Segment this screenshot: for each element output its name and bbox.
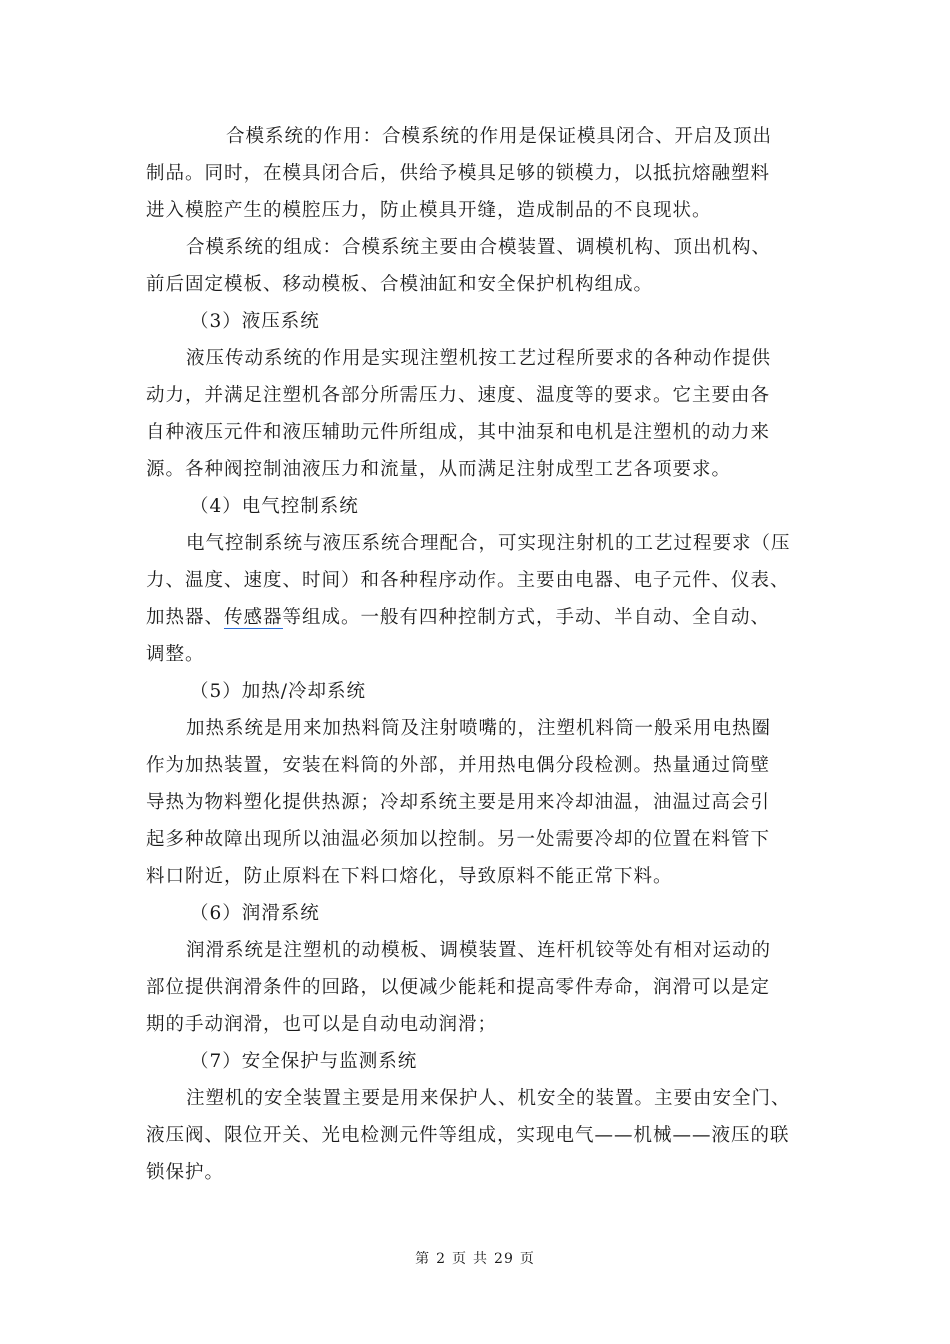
footer-text: 页 xyxy=(519,1251,535,1267)
paragraph-line: 注塑机的安全装置主要是用来保护人、机安全的装置。主要由安全门、 xyxy=(186,1088,791,1109)
section-heading: （6）润滑系统 xyxy=(190,903,320,924)
sensor-link[interactable]: 传感器 xyxy=(224,607,283,628)
paragraph-line: 作为加热装置，安装在料筒的外部，并用热电偶分段检测。热量通过筒壁 xyxy=(146,755,771,776)
footer-text: 第 xyxy=(415,1251,431,1267)
paragraph-line: 调整。 xyxy=(146,644,205,665)
paragraph-line: 起多种故障出现所以油温必须加以控制。另一处需要冷却的位置在料管下 xyxy=(146,829,771,850)
paragraph-line: 锁保护。 xyxy=(146,1162,225,1183)
section-heading: （4）电气控制系统 xyxy=(190,496,359,517)
paragraph-line: 制品。同时，在模具闭合后，供给予模具足够的锁模力，以抵抗熔融塑料 xyxy=(146,163,771,184)
section-heading: （3）液压系统 xyxy=(190,311,320,332)
paragraph-line: 料口附近，防止原料在下料口熔化，导致原料不能正常下料。 xyxy=(146,866,673,887)
paragraph-line: 前后固定模板、移动模板、合模油缸和安全保护机构组成。 xyxy=(146,274,654,295)
section-heading: （5）加热/冷却系统 xyxy=(190,681,367,702)
paragraph-line: 合模系统的作用：合模系统的作用是保证模具闭合、开启及顶出 xyxy=(226,126,773,147)
current-page-number: 2 xyxy=(436,1251,447,1267)
footer-text: 共 xyxy=(473,1251,489,1267)
paragraph-line: 源。各种阀控制油液压力和流量，从而满足注射成型工艺各项要求。 xyxy=(146,459,732,480)
paragraph-line: 期的手动润滑，也可以是自动电动润滑； xyxy=(146,1014,498,1035)
paragraph-line: 液压传动系统的作用是实现注塑机按工艺过程所要求的各种动作提供 xyxy=(186,348,772,369)
text-span: 加热器、 xyxy=(146,607,225,628)
section-heading: （7）安全保护与监测系统 xyxy=(190,1051,418,1072)
paragraph-line: 电气控制系统与液压系统合理配合，可实现注射机的工艺过程要求（压 xyxy=(186,533,791,554)
paragraph-line xyxy=(146,603,770,629)
paragraph-line: 部位提供润滑条件的回路，以便减少能耗和提高零件寿命，润滑可以是定 xyxy=(146,977,771,998)
paragraph-line: 加热系统是用来加热料筒及注射喷嘴的，注塑机料筒一般采用电热圈 xyxy=(186,718,772,739)
paragraph-line: 导热为物料塑化提供热源；冷却系统主要是用来冷却油温，油温过高会引 xyxy=(146,792,771,813)
footer-text: 页 xyxy=(452,1251,468,1267)
paragraph-line: 进入模腔产生的模腔压力，防止模具开缝，造成制品的不良现状。 xyxy=(146,200,712,221)
paragraph-line: 合模系统的组成：合模系统主要由合模装置、调模机构、顶出机构、 xyxy=(186,237,772,258)
paragraph-line: 力、温度、速度、时间）和各种程序动作。主要由电器、电子元件、仪表、 xyxy=(146,570,790,591)
text-span: 等组成。一般有四种控制方式，手动、半自动、全自动、 xyxy=(282,607,771,628)
page-footer xyxy=(0,1248,950,1268)
total-page-count: 29 xyxy=(494,1251,514,1267)
paragraph-line: 自种液压元件和液压辅助元件所组成，其中油泵和电机是注塑机的动力来 xyxy=(146,422,771,443)
paragraph-line: 液压阀、限位开关、光电检测元件等组成，实现电气——机械——液压的联 xyxy=(146,1125,790,1146)
paragraph-line: 动力，并满足注塑机各部分所需压力、速度、温度等的要求。它主要由各 xyxy=(146,385,771,406)
paragraph-line: 润滑系统是注塑机的动模板、调模装置、连杆机铰等处有相对运动的 xyxy=(186,940,772,961)
